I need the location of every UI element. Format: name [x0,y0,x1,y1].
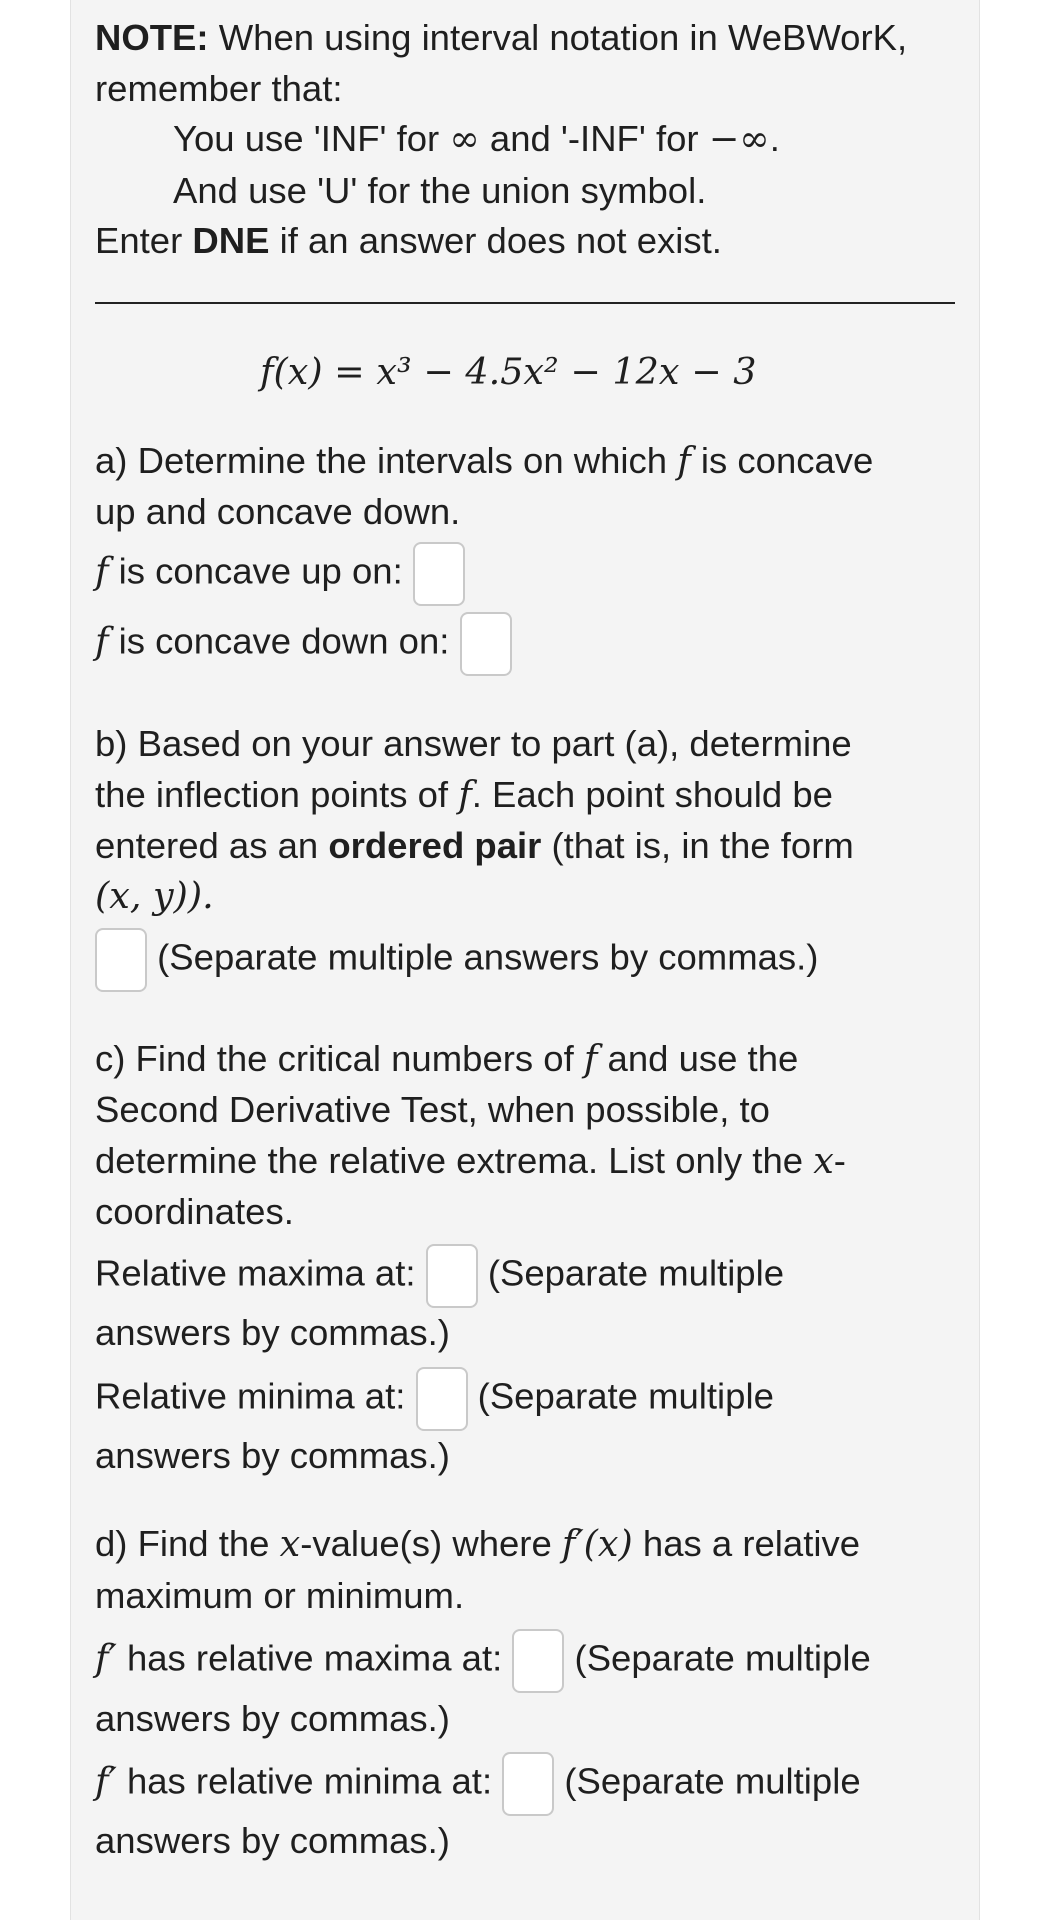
relative-maxima-cont: answers by commas.) [95,1312,450,1353]
note-line-1 [95,12,907,63]
part-a-line-1 [95,435,873,486]
fprime-minima-label: has relative minima at: [116,1760,493,1802]
relative-minima-label: Relative minima at: [95,1375,406,1417]
relative-minima-input[interactable] [416,1367,468,1431]
fprime-x-symbol: f′(x) [561,1522,633,1565]
fprime-maxima-label: has relative maxima at: [116,1637,503,1679]
infinity-symbol: ∞ [449,117,480,160]
separate-note: (Separate multiple [564,1760,861,1802]
relative-maxima-row [95,1244,784,1308]
part-b-line-4 [95,870,214,921]
part-b-text-rest: (that is, in the form [541,825,854,866]
f-symbol: f [583,1037,598,1080]
concave-down-input[interactable] [460,612,512,676]
fprime-symbol: f′ [95,1759,117,1803]
note-line-3 [173,113,780,164]
part-d-text-rest: has a relative [632,1523,860,1564]
part-b-line-1: b) Based on your answer to part (a), determine [95,723,852,764]
concave-up-input[interactable] [413,542,465,606]
ordered-pair-bold: ordered pair [328,825,542,866]
part-d-text-mid: -value(s) where [300,1523,562,1564]
f-symbol: f [677,439,691,482]
part-a-line-2: up and concave down. [95,491,461,532]
separate-note: (Separate multiple [487,1252,785,1294]
note-line-5 [95,215,722,266]
relative-minima-cont: answers by commas.) [95,1435,450,1476]
part-b-text: entered as an [95,825,329,866]
note-line-4: And use 'U' for the union symbol. [173,170,707,211]
note-label: NOTE: [95,17,209,58]
note-neg-inf-text: and '-INF' for [479,118,709,159]
part-d-line-1 [95,1518,860,1569]
note-inf-text: You use 'INF' for [173,118,450,159]
note-period: . [769,118,780,159]
part-b-text: the inflection points of [95,774,459,815]
fprime-maxima-input[interactable] [512,1629,564,1693]
function-lhs: f(x) = [260,350,377,393]
concave-up-label: is concave up on: [108,550,403,592]
separate-note: (Separate multiple [477,1375,774,1417]
separate-note: (Separate multiple answers by commas.) [157,936,819,978]
part-a-text: a) Determine the intervals on which [95,440,678,481]
negative-infinity-symbol: −∞ [708,117,770,160]
part-c-hyphen: - [833,1140,846,1181]
part-b-text-rest: . Each point should be [471,774,833,815]
function-rhs: x³ − 4.5x² − 12x − 3 [376,350,757,393]
relative-maxima-input[interactable] [426,1244,478,1308]
part-c-text-rest: and use the [597,1038,799,1079]
part-c-text: determine the relative extrema. List only the [95,1140,814,1181]
relative-maxima-label: Relative maxima at: [95,1252,416,1294]
f-symbol: f [458,773,472,816]
dne-label: DNE [192,220,270,261]
concave-down-label: is concave down on: [108,620,450,662]
concave-down-row [95,612,512,676]
fprime-maxima-cont: answers by commas.) [95,1698,450,1739]
part-d-text: d) Find the [95,1523,280,1564]
note-text: When using interval notation in WeBWorK, [208,17,908,58]
part-c-text: c) Find the critical numbers of [95,1038,584,1079]
fprime-minima-input[interactable] [502,1752,554,1816]
fprime-maxima-row [95,1629,871,1693]
part-c-line-3 [95,1135,846,1186]
inflection-points-input[interactable] [95,928,147,992]
part-b-line-3 [95,820,854,871]
xy-form: (x, y)). [95,874,214,917]
note-line-2: remember that: [95,68,343,109]
inflection-row [95,928,818,992]
concave-up-row [95,542,465,606]
x-symbol: x [813,1139,834,1182]
fprime-symbol: f′ [95,1636,117,1680]
x-symbol: x [279,1522,301,1565]
divider [95,302,955,304]
f-symbol: f [95,549,109,593]
separate-note: (Separate multiple [574,1637,871,1679]
part-c-line-2: Second Derivative Test, when possible, to [95,1089,770,1130]
dne-rest: if an answer does not exist. [269,220,722,261]
part-a-text-rest: is concave [690,440,874,481]
relative-minima-row [95,1367,774,1431]
f-symbol: f [95,619,109,663]
fprime-minima-cont: answers by commas.) [95,1820,450,1861]
part-c-line-1 [95,1033,798,1084]
dne-pre: Enter [95,220,193,261]
part-b-line-2 [95,769,833,820]
function-definition [260,346,756,397]
part-c-line-4: coordinates. [95,1191,294,1232]
part-d-line-2: maximum or minimum. [95,1575,465,1616]
fprime-minima-row [95,1752,861,1816]
